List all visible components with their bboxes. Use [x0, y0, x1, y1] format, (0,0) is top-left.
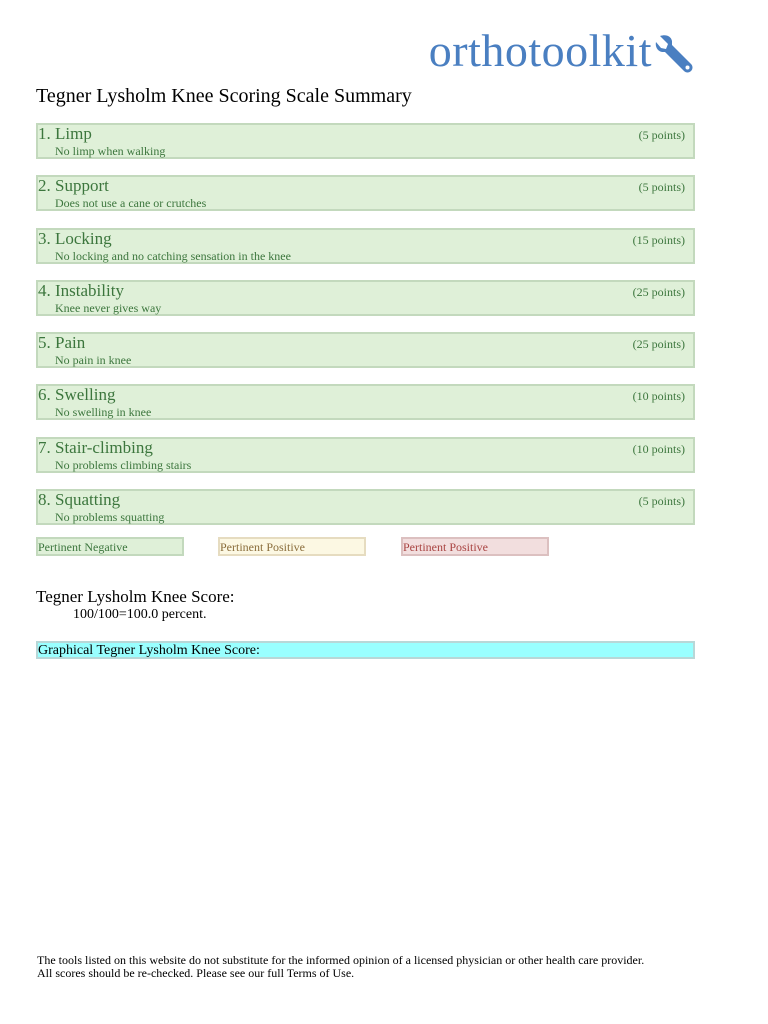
- item-description: No pain in knee: [55, 353, 132, 368]
- legend-pertinent-negative: Pertinent Negative: [36, 537, 184, 556]
- item-description: No limp when walking: [55, 144, 166, 158]
- item-instability: [36, 280, 695, 316]
- scoring-items-list: [36, 123, 695, 541]
- item-points: (25 points): [632, 337, 685, 352]
- item-points: (5 points): [638, 128, 685, 142]
- item-title: 1. Limp: [38, 124, 92, 143]
- item-title: 6. Swelling: [38, 385, 116, 405]
- legend-pertinent-positive-mild: Pertinent Positive: [218, 537, 366, 556]
- item-stair-climbing: [36, 437, 695, 473]
- item-description: No problems squatting: [55, 510, 165, 525]
- item-locking: [36, 228, 695, 264]
- logo-text: orthotoolkit: [428, 25, 652, 76]
- item-limp: [36, 123, 695, 159]
- item-points: (5 points): [638, 180, 685, 195]
- disclaimer-footer: [37, 954, 737, 980]
- item-points: (25 points): [632, 284, 685, 299]
- disclaimer-line-2: All scores should be re-checked. Please see our full Terms of Use.: [37, 966, 355, 980]
- item-title: 7. Stair-climbing: [38, 437, 153, 457]
- item-points: (10 points): [632, 389, 685, 404]
- item-description: Does not use a cane or crutches: [55, 196, 207, 211]
- item-description: Knee never gives way: [55, 300, 162, 315]
- item-points: (10 points): [632, 441, 685, 456]
- item-points: (5 points): [638, 494, 685, 509]
- legend-pertinent-positive-severe: Pertinent Positive: [401, 537, 549, 556]
- item-description: No swelling in knee: [55, 405, 152, 420]
- item-description: No problems climbing stairs: [55, 457, 192, 472]
- page-title: Tegner Lysholm Knee Scoring Scale Summary: [36, 85, 412, 107]
- item-title: 2. Support: [38, 176, 109, 196]
- item-title: 5. Pain: [38, 333, 86, 353]
- item-description: No locking and no catching sensation in the knee: [55, 248, 291, 263]
- item-support: [36, 175, 695, 211]
- legend: [36, 537, 695, 556]
- item-swelling: [36, 384, 695, 420]
- item-pain: [36, 332, 695, 368]
- wrench-icon: [654, 32, 696, 74]
- score-value: 100/100=100.0 percent.: [73, 607, 207, 622]
- orthotoolkit-logo[interactable]: [428, 25, 696, 76]
- score-heading: Tegner Lysholm Knee Score:: [36, 587, 235, 606]
- item-squatting: [36, 489, 695, 525]
- item-title: 8. Squatting: [38, 490, 121, 510]
- item-title: 3. Locking: [38, 228, 112, 248]
- item-title: 4. Instability: [38, 280, 124, 300]
- item-points: (15 points): [632, 232, 685, 247]
- graphical-score-bar: Graphical Tegner Lysholm Knee Score:: [36, 641, 695, 659]
- disclaimer-line-1: The tools listed on this website do not substitute for the informed opinion of a licensed physician or other health care provider.: [37, 953, 645, 967]
